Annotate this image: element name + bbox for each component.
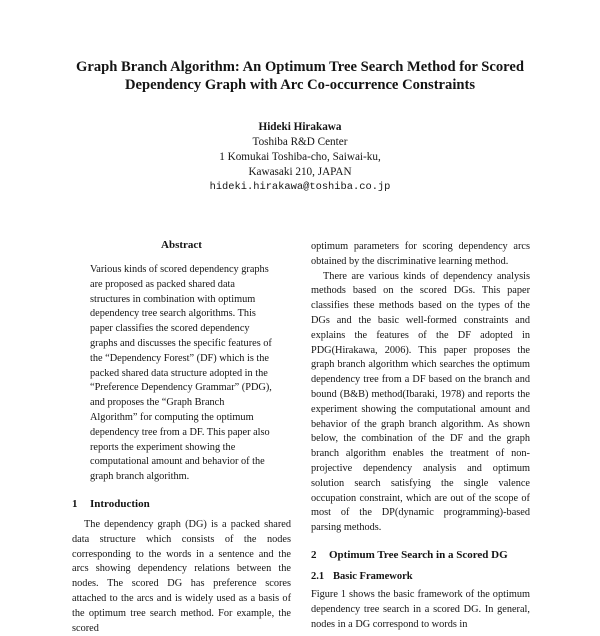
section-1-heading (72, 497, 291, 512)
author-block (100, 120, 500, 195)
section-1-text: The dependency graph (DG) is a packed shared data structure which consists of the nodes corresponding to the words in a sentence and the arcs showing dependency relations between the nodes. The scored DG has preference scores attached to the arcs and is widely used as a basis of the optimum tree search method. For example, the scored (72, 518, 291, 634)
subsection-2-1-number: 2.1 (311, 570, 325, 582)
title-line-2: Dependency Graph with Arc Co-occurrence Constraints (124, 77, 476, 93)
title-line-1: Graph Branch Algorithm: An Optimum Tree Search Method for Scored (76, 59, 524, 75)
section-1-number: 1 (72, 497, 78, 510)
author-email: hideki.hirakawa@toshiba.co.jp (209, 181, 391, 193)
section-2-heading (311, 548, 530, 563)
subsection-2-1-title: Basic Framework (333, 570, 413, 582)
author-address-line-1: 1 Komukai Toshiba-cho, Saiwai-ku, (219, 151, 381, 163)
right-para-2: There are various kinds of dependency analysis methods based on the scored DGs. This paper classifies these methods based on the types of the DGs and the basic well-formed constraints and explains the features of the DF adopted in PDG(Hirakawa, 2006). This paper proposes the graph branch algorithm which searches the optimum dependency tree from a DF based on the branch and bound (B&B) method(Ibaraki, 1978) and reports the experiment showing the computational amount and behavior of the graph branch algorithm. As shown below, the combination of the DF and the graph branch algorithm enables the treatment of non-projective dependency analysis and optimum solution search satisfying the single valence occupation constraint, which are out of the scope of most of the DP(dynamic programming)-based parsing methods. (311, 270, 530, 534)
subsection-2-1-text: Figure 1 shows the basic framework of the optimum dependency tree search in a scored DG. In general, nodes in a DG correspond to words in (311, 588, 530, 630)
author-affiliation: Toshiba R&D Center (252, 136, 348, 148)
right-para-1: optimum parameters for scoring dependency arcs obtained by the discriminative learning method. (311, 241, 530, 267)
left-column (72, 238, 291, 636)
author-name: Hideki Hirakawa (258, 121, 342, 133)
section-2-number: 2 (311, 548, 317, 561)
paper-title (40, 58, 560, 94)
author-address-line-2: Kawasaki 210, JAPAN (248, 166, 352, 178)
section-2-title: Optimum Tree Search in a Scored DG (329, 548, 508, 561)
subsection-2-1-heading (311, 569, 530, 584)
abstract-text: Various kinds of scored dependency graphs are proposed as packed shared data structures in combination with optimum dependency tree search algorithms. This paper classifies the scored dependency graphs and discusses the specific features of the “Dependency Forest” (DF) which is the packed shared data structure adopted in the “Preference Dependency Grammar” (PDG), and proposes the “Graph Branch Algorithm” for computing the optimum dependency tree from a DF. This paper also reports the experiment showing the computational amount and behavior of the graph branch algorithm. (90, 264, 272, 483)
section-1-title: Introduction (90, 497, 150, 510)
right-column (311, 240, 530, 632)
abstract-heading: Abstract (161, 239, 202, 251)
